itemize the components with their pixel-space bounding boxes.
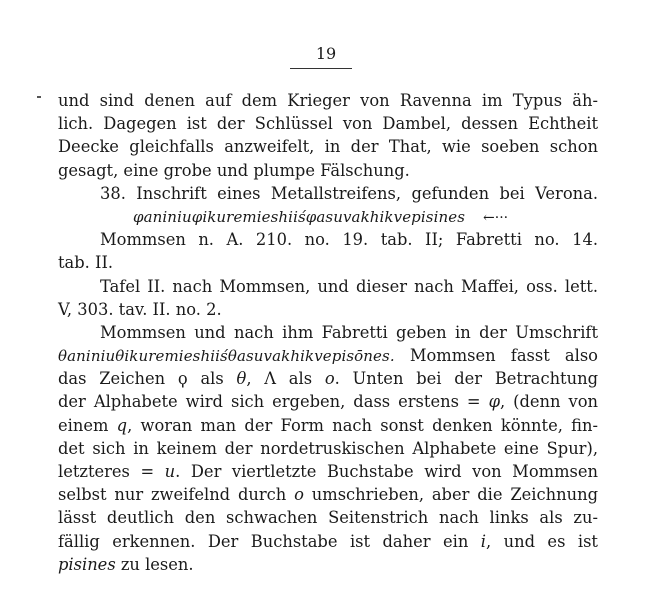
text-line-19: lässt deutlich den schwachen Seitenstrich nach links als zu-: [58, 508, 598, 528]
segment: . Unten bei der Betrachtung: [334, 369, 598, 389]
italic-word: pisines: [58, 554, 116, 574]
inscription-line: [58, 205, 598, 228]
segment: . Der viertletzte Buchstabe wird von Mommsen: [175, 462, 598, 481]
italic-letter: u: [164, 462, 176, 481]
margin-mark: [37, 96, 41, 98]
inscription-text: φaniniuφikuremieshiiśφasuvakhikvepisines: [133, 207, 466, 226]
segment: , und es ist: [485, 531, 598, 551]
text-line-11: Mommsen und nach ihm Fabretti geben in der Umschrift: [100, 322, 598, 342]
text-line-3: Deecke gleichfalls anzweifelt, in der That, wie soeben schon: [58, 137, 598, 157]
italic-letter: φ: [488, 392, 500, 412]
text-line-21: [58, 553, 598, 576]
text-line-16: det sich in keinem der nordetruskischen Alphabete eine Spur),: [58, 438, 598, 458]
segment: , woran man der Form nach sonst denken könnte, fin-: [127, 415, 599, 435]
segment: umschrieben, aber die Zeichnung: [303, 485, 598, 505]
text-line-4: gesagt, eine grobe und plumpe Fälschung.: [58, 160, 410, 180]
symbol-glyph: ϙ: [177, 369, 188, 389]
text-line-18: [58, 483, 598, 506]
italic-letter: i: [480, 531, 486, 551]
page-number: 19: [315, 44, 337, 63]
segment: der Alphabete wird sich ergeben, dass erstens =: [58, 392, 489, 412]
segment: selbst nur zweifelnd durch: [58, 485, 295, 505]
italic-letter: θ: [236, 369, 247, 389]
reading-direction-arrow: ←···: [483, 209, 509, 226]
text-line-12: [58, 344, 598, 367]
segment: fällig erkennen. Der Buchstabe ist daher ein: [58, 531, 481, 551]
body-text: [58, 89, 598, 576]
text-line-15: [58, 414, 598, 437]
symbol-glyph: Λ: [264, 369, 277, 389]
page-number-rule: [290, 68, 352, 69]
text-line-7: Mommsen n. A. 210. no. 19. tab. II; Fabretti no. 14.: [100, 230, 598, 250]
segment: , (denn von: [499, 392, 598, 412]
italic-letter: o: [324, 369, 335, 389]
segment: das Zeichen: [58, 369, 178, 389]
text-line-10: V, 303. tav. II. no. 2.: [58, 299, 222, 319]
text-line-9: Tafel II. nach Mommsen, und dieser nach Maffei, oss. lett.: [100, 276, 598, 296]
text-line-14: [58, 390, 598, 413]
text-line-12-rest: Mommsen fasst also: [394, 346, 598, 366]
text-line-5: 38. Inschrift eines Metallstreifens, gefunden bei Verona.: [100, 183, 598, 203]
text-line-20: [58, 530, 598, 553]
transliteration-text: θaniniuθikuremieshiiśθasuvakhikvepisōnes.: [58, 347, 395, 366]
text-line-1: und sind denen auf dem Krieger von Ravenna im Typus äh-: [58, 91, 598, 110]
text-line-17: [58, 460, 598, 483]
segment: letzteres =: [58, 462, 165, 481]
segment: ,: [246, 369, 265, 389]
segment: als: [187, 369, 237, 389]
segment: einem: [58, 415, 117, 435]
text-line-13: [58, 367, 598, 390]
segment: als: [276, 369, 325, 389]
text-line-8: tab. II.: [58, 253, 114, 273]
italic-letter: q: [116, 415, 128, 435]
italic-letter: o: [294, 485, 304, 505]
text-line-2: lich. Dagegen ist der Schlüssel von Dambel, dessen Echtheit: [58, 114, 598, 134]
segment: zu lesen.: [115, 554, 194, 574]
